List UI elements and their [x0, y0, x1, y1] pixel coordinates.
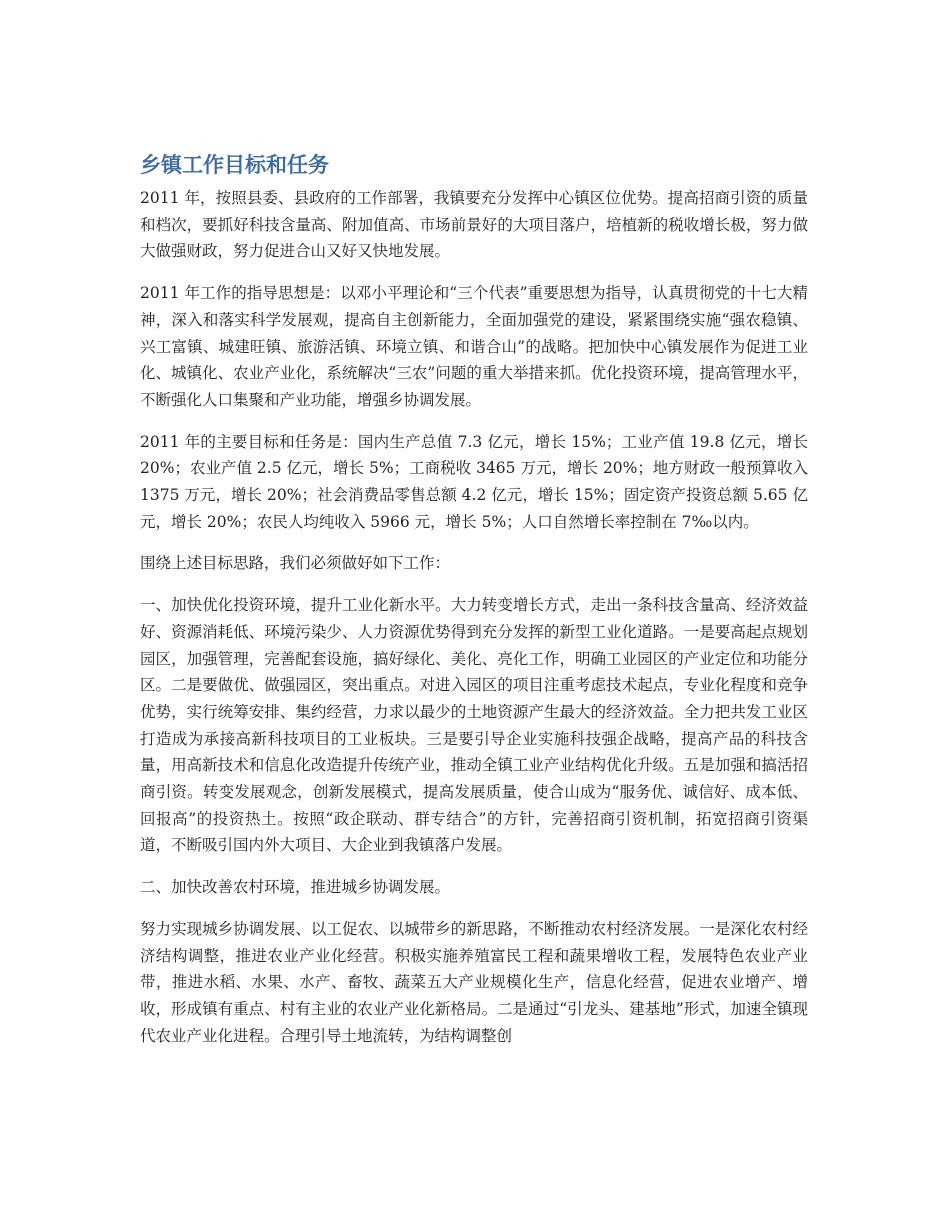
paragraph-main-targets: 2011 年的主要目标和任务是：国内生产总值 7.3 亿元，增长 15%；工业产值 19.8 亿元，增长 20%；农业产值 2.5 亿元，增长 5%；工商税收 3465 万元，增长 20%；地方财政一般预算收入 1375 万元，增长 20%；社会消费品零售总额 4.2 亿元，增长 15%；固定资产投资总额 5.65 亿元，增长 20%；农民人均纯收入 5966 元，增长 5%；人口自然增长率控制在 7‰以内。: [140, 432, 808, 531]
paragraph-rural-heading: 二、加快改善农村环境，推进城乡协调发展。: [140, 878, 451, 897]
paragraph-guiding-ideology: 2011 年工作的指导思想是：以邓小平理论和“三个代表”重要思想为指导，认真贯彻党的十七大精神，深入和落实科学发展观，提高自主创新能力，全面加强党的建设，紧紧围绕实施“强农稳镇、兴工富镇、城建旺镇、旅游活镇、环境立镇、和谐合山”的战略。把加快中心镇发展作为促进工业化、城镇化、农业产业化，系统解决“三农”问题的重大举措来抓。优化投资环境，提高管理水平，不断强化人口集聚和产业功能，增强乡协调发展。: [140, 284, 808, 409]
paragraph-investment-environment: 一、加快优化投资环境，提升工业化新水平。大力转变增长方式，走出一条科技含量高、经济效益好、资源消耗低、环境污染少、人力资源优势得到充分发挥的新型工业化道路。一是要高起点规划园区，加强管理，完善配套设施，搞好绿化、美化、亮化工作，明确工业园区的产业定位和功能分区。二是要做优、做强园区，突出重点。对进入园区的项目注重考虑技术起点，专业化程度和竞争优势，实行统筹安排、集约经营，力求以最少的土地资源产生最大的经济效益。全力把共发工业区打造成为承接高新科技项目的工业板块。三是要引导企业实施科技强企战略，提高产品的科技含量，用高新技术和信息化改造提升传统产业，推动全镇工业产业结构优化升级。五是加强和搞活招商引资。转变发展观念，创新发展模式，提高发展质量，使合山成为“服务优、诚信好、成本低、回报高”的投资热土。按照“政企联动、群专结合”的方针，完善招商引资机制，拓宽招商引资渠道，不断吸引国内外大项目、大企业到我镇落户发展。: [140, 596, 808, 855]
paragraph-work-intro: 围绕上述目标思路，我们必须做好如下工作：: [140, 554, 451, 573]
document-page: [140, 148, 808, 1064]
page-title: 乡镇工作目标和任务: [140, 153, 329, 177]
paragraph-intro: 2011 年，按照县委、县政府的工作部署，我镇要充分发挥中心镇区位优势。提高招商引资的质量和档次，要抓好科技含量高、附加值高、市场前景好的大项目落户，培植新的税收增长极，努力做大做强财政，努力促进合山又好又快地发展。: [140, 189, 808, 261]
paragraph-rural-development: 努力实现城乡协调发展、以工促农、以城带乡的新思路，不断推动农村经济发展。一是深化农村经济结构调整，推进农业产业化经营。积极实施养殖富民工程和蔬果增收工程，发展特色农业产业带，推进水稻、水果、水产、畜牧、蔬菜五大产业规模化生产，信息化经营，促进农业增产、增收，形成镇有重点、村有主业的农业产业化新格局。二是通过“引龙头、建基地”形式，加速全镇现代农业产业化进程。合理引导土地流转，为结构调整创: [140, 919, 808, 1045]
